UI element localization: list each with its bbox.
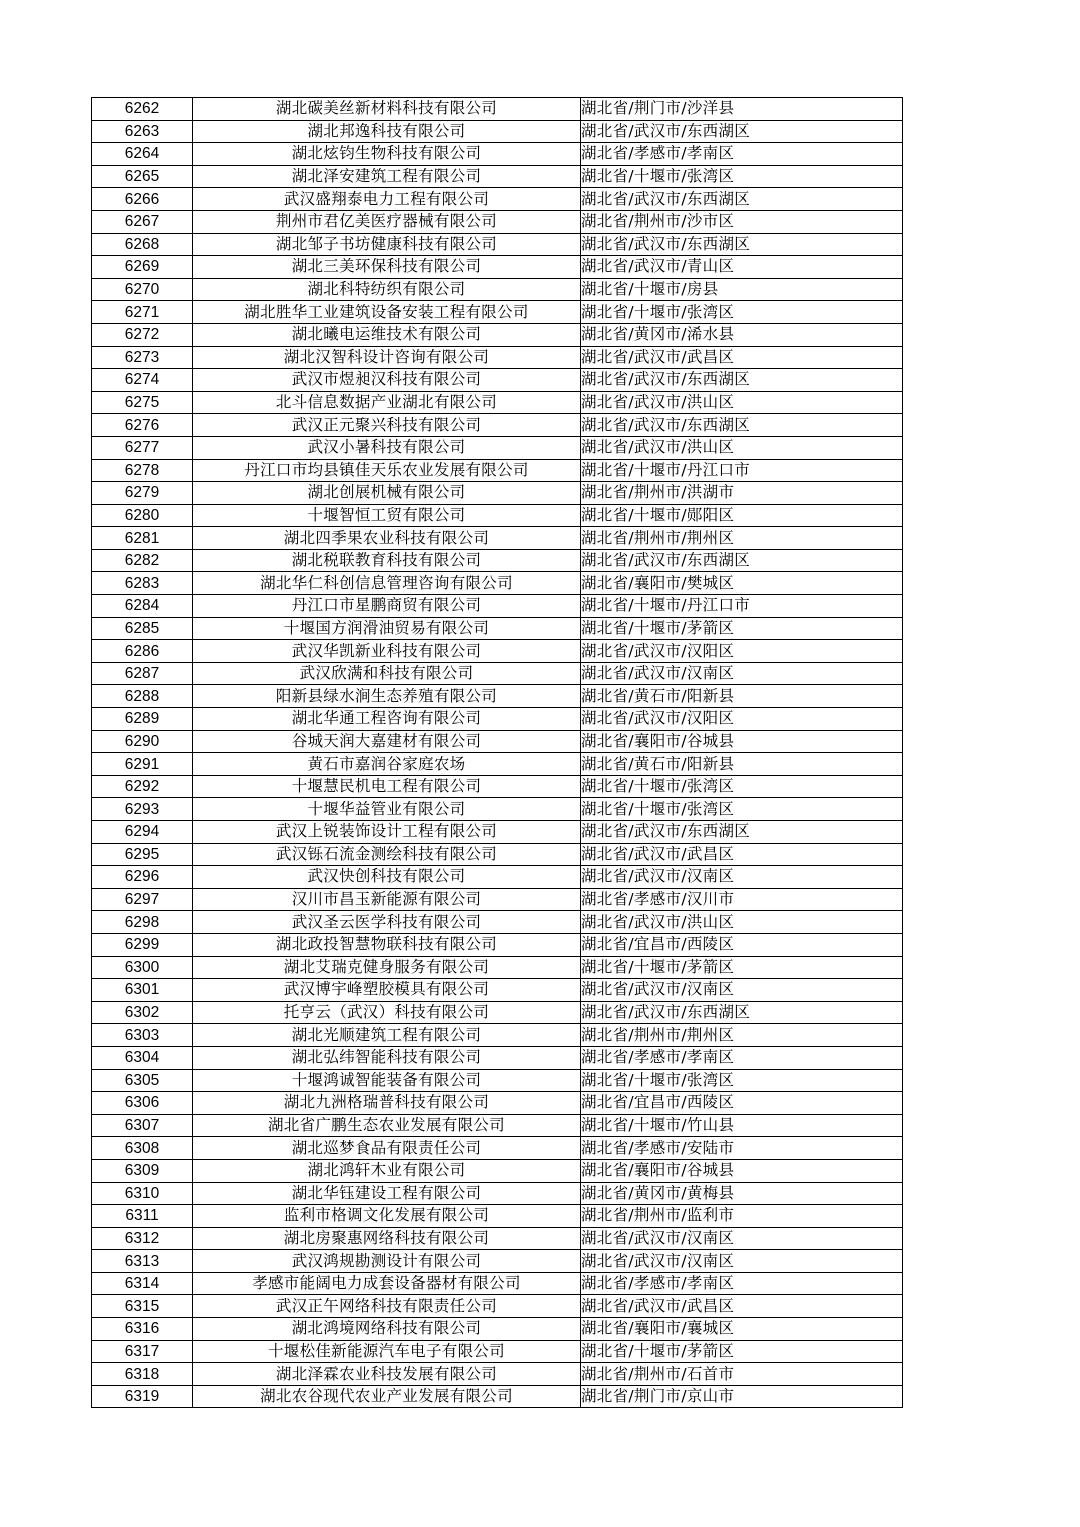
table-row (92, 617, 903, 640)
table-row (92, 1250, 903, 1273)
company-region: 湖北省/十堰市/张湾区 (581, 775, 903, 798)
company-name: 武汉小暑科技有限公司 (193, 436, 581, 459)
table-row (92, 1046, 903, 1069)
table-row (92, 1024, 903, 1047)
table-row (92, 1340, 903, 1363)
company-region: 湖北省/武汉市/洪山区 (581, 911, 903, 934)
row-number: 6272 (92, 323, 193, 346)
row-number: 6305 (92, 1069, 193, 1092)
row-number: 6284 (92, 595, 193, 618)
company-region: 湖北省/武汉市/洪山区 (581, 391, 903, 414)
company-name: 湖北泽安建筑工程有限公司 (193, 165, 581, 188)
table-row (92, 482, 903, 505)
row-number: 6288 (92, 685, 193, 708)
row-number: 6276 (92, 414, 193, 437)
company-name: 孝感市能阔电力成套设备器材有限公司 (193, 1272, 581, 1295)
company-name: 武汉正元聚兴科技有限公司 (193, 414, 581, 437)
table-row (92, 504, 903, 527)
company-region: 湖北省/武汉市/东西湖区 (581, 549, 903, 572)
company-name: 湖北华钰建设工程有限公司 (193, 1182, 581, 1205)
company-name: 武汉快创科技有限公司 (193, 866, 581, 889)
row-number: 6274 (92, 369, 193, 392)
row-number: 6280 (92, 504, 193, 527)
company-name: 武汉鸿规勘测设计有限公司 (193, 1250, 581, 1273)
company-name: 湖北创展机械有限公司 (193, 482, 581, 505)
company-name: 湖北胜华工业建筑设备安装工程有限公司 (193, 301, 581, 324)
table-row (92, 662, 903, 685)
row-number: 6310 (92, 1182, 193, 1205)
company-region: 湖北省/十堰市/房县 (581, 278, 903, 301)
row-number: 6270 (92, 278, 193, 301)
company-region: 湖北省/十堰市/张湾区 (581, 301, 903, 324)
row-number: 6292 (92, 775, 193, 798)
company-name: 武汉欣满和科技有限公司 (193, 662, 581, 685)
company-region: 湖北省/襄阳市/樊城区 (581, 572, 903, 595)
company-name: 湖北华通工程咨询有限公司 (193, 708, 581, 731)
company-name: 湖北科特纺织有限公司 (193, 278, 581, 301)
table-row (92, 188, 903, 211)
company-region: 湖北省/十堰市/丹江口市 (581, 595, 903, 618)
company-region: 湖北省/襄阳市/谷城县 (581, 1159, 903, 1182)
company-name: 武汉博宇峰塑胶模具有限公司 (193, 979, 581, 1002)
company-name: 武汉上锐装饰设计工程有限公司 (193, 821, 581, 844)
company-name: 汉川市昌玉新能源有限公司 (193, 888, 581, 911)
table-row (92, 911, 903, 934)
table-row (92, 1318, 903, 1341)
company-region: 湖北省/襄阳市/谷城县 (581, 730, 903, 753)
company-region: 湖北省/十堰市/张湾区 (581, 798, 903, 821)
company-region: 湖北省/荆州市/石首市 (581, 1363, 903, 1386)
table-row (92, 1182, 903, 1205)
row-number: 6315 (92, 1295, 193, 1318)
table-row (92, 120, 903, 143)
table-row (92, 391, 903, 414)
company-name: 黄石市嘉润谷家庭农场 (193, 753, 581, 776)
company-name: 湖北汉智科设计咨询有限公司 (193, 346, 581, 369)
row-number: 6264 (92, 143, 193, 166)
company-name: 监利市格调文化发展有限公司 (193, 1205, 581, 1228)
row-number: 6268 (92, 233, 193, 256)
company-name: 湖北曦电运维技术有限公司 (193, 323, 581, 346)
row-number: 6279 (92, 482, 193, 505)
company-name: 丹江口市星鹏商贸有限公司 (193, 595, 581, 618)
table-row (92, 278, 903, 301)
company-region: 湖北省/孝感市/孝南区 (581, 143, 903, 166)
table-row (92, 98, 903, 121)
company-region: 湖北省/武汉市/东西湖区 (581, 369, 903, 392)
company-region: 湖北省/武汉市/青山区 (581, 256, 903, 279)
company-name: 湖北碳美丝新材料科技有限公司 (193, 98, 581, 121)
company-region: 湖北省/武汉市/东西湖区 (581, 414, 903, 437)
row-number: 6283 (92, 572, 193, 595)
company-region: 湖北省/荆州市/荆州区 (581, 1024, 903, 1047)
row-number: 6304 (92, 1046, 193, 1069)
company-name: 湖北艾瑞克健身服务有限公司 (193, 956, 581, 979)
table-row (92, 1069, 903, 1092)
table-row (92, 549, 903, 572)
table-row (92, 143, 903, 166)
company-region: 湖北省/十堰市/茅箭区 (581, 956, 903, 979)
company-name: 湖北弘纬智能科技有限公司 (193, 1046, 581, 1069)
company-region: 湖北省/孝感市/汉川市 (581, 888, 903, 911)
company-name: 武汉华凯新业科技有限公司 (193, 640, 581, 663)
company-region: 湖北省/十堰市/郧阳区 (581, 504, 903, 527)
table-row (92, 685, 903, 708)
company-region: 湖北省/荆门市/京山市 (581, 1385, 903, 1408)
table-row (92, 1295, 903, 1318)
company-region: 湖北省/荆州市/洪湖市 (581, 482, 903, 505)
company-name: 武汉市煜昶汉科技有限公司 (193, 369, 581, 392)
company-name: 阳新县绿水涧生态养殖有限公司 (193, 685, 581, 708)
company-region: 湖北省/武汉市/汉阳区 (581, 708, 903, 731)
company-name: 湖北炫钧生物科技有限公司 (193, 143, 581, 166)
company-region: 湖北省/武汉市/武昌区 (581, 1295, 903, 1318)
company-region: 湖北省/十堰市/茅箭区 (581, 617, 903, 640)
row-number: 6278 (92, 459, 193, 482)
company-region: 湖北省/襄阳市/襄城区 (581, 1318, 903, 1341)
table-row (92, 1001, 903, 1024)
company-region: 湖北省/武汉市/东西湖区 (581, 1001, 903, 1024)
row-number: 6282 (92, 549, 193, 572)
table-row (92, 775, 903, 798)
row-number: 6290 (92, 730, 193, 753)
company-name: 湖北鸿境网络科技有限公司 (193, 1318, 581, 1341)
table-row (92, 956, 903, 979)
table-row (92, 301, 903, 324)
row-number: 6275 (92, 391, 193, 414)
table-row (92, 1205, 903, 1228)
company-name: 湖北泽霖农业科技发展有限公司 (193, 1363, 581, 1386)
company-region: 湖北省/荆州市/荆州区 (581, 527, 903, 550)
table-row (92, 730, 903, 753)
table-row (92, 866, 903, 889)
table-body (92, 98, 903, 1408)
row-number: 6267 (92, 210, 193, 233)
company-table (91, 97, 903, 1408)
table-row (92, 843, 903, 866)
company-region: 湖北省/孝感市/孝南区 (581, 1046, 903, 1069)
row-number: 6313 (92, 1250, 193, 1273)
company-name: 十堰慧民机电工程有限公司 (193, 775, 581, 798)
row-number: 6314 (92, 1272, 193, 1295)
table-row (92, 979, 903, 1002)
table-row (92, 346, 903, 369)
company-name: 湖北四季果农业科技有限公司 (193, 527, 581, 550)
table-row (92, 1227, 903, 1250)
row-number: 6307 (92, 1114, 193, 1137)
row-number: 6265 (92, 165, 193, 188)
company-name: 湖北鸿轩木业有限公司 (193, 1159, 581, 1182)
company-region: 湖北省/十堰市/竹山县 (581, 1114, 903, 1137)
row-number: 6293 (92, 798, 193, 821)
company-name: 北斗信息数据产业湖北有限公司 (193, 391, 581, 414)
table-row (92, 1363, 903, 1386)
row-number: 6266 (92, 188, 193, 211)
row-number: 6294 (92, 821, 193, 844)
company-region: 湖北省/武汉市/东西湖区 (581, 188, 903, 211)
row-number: 6319 (92, 1385, 193, 1408)
company-region: 湖北省/十堰市/张湾区 (581, 1069, 903, 1092)
company-region: 湖北省/十堰市/茅箭区 (581, 1340, 903, 1363)
company-name: 湖北省广鹏生态农业发展有限公司 (193, 1114, 581, 1137)
row-number: 6297 (92, 888, 193, 911)
row-number: 6309 (92, 1159, 193, 1182)
company-name: 武汉铄石流金测绘科技有限公司 (193, 843, 581, 866)
company-name: 湖北农谷现代农业产业发展有限公司 (193, 1385, 581, 1408)
table-row (92, 753, 903, 776)
company-region: 湖北省/武汉市/汉南区 (581, 979, 903, 1002)
table-row (92, 572, 903, 595)
row-number: 6302 (92, 1001, 193, 1024)
row-number: 6271 (92, 301, 193, 324)
company-name: 湖北华仁科创信息管理咨询有限公司 (193, 572, 581, 595)
table-row (92, 933, 903, 956)
company-region: 湖北省/黄石市/阳新县 (581, 753, 903, 776)
company-name: 丹江口市均县镇佳天乐农业发展有限公司 (193, 459, 581, 482)
company-name: 十堰鸿诚智能装备有限公司 (193, 1069, 581, 1092)
company-region: 湖北省/十堰市/丹江口市 (581, 459, 903, 482)
row-number: 6285 (92, 617, 193, 640)
row-number: 6306 (92, 1092, 193, 1115)
company-name: 十堰智恒工贸有限公司 (193, 504, 581, 527)
table-row (92, 821, 903, 844)
company-region: 湖北省/黄冈市/黄梅县 (581, 1182, 903, 1205)
row-number: 6269 (92, 256, 193, 279)
row-number: 6263 (92, 120, 193, 143)
row-number: 6299 (92, 933, 193, 956)
row-number: 6318 (92, 1363, 193, 1386)
table-row (92, 640, 903, 663)
row-number: 6273 (92, 346, 193, 369)
company-region: 湖北省/宜昌市/西陵区 (581, 933, 903, 956)
table-row (92, 1385, 903, 1408)
table-row (92, 256, 903, 279)
company-region: 湖北省/武汉市/汉南区 (581, 1250, 903, 1273)
company-name: 谷城天润大嘉建材有限公司 (193, 730, 581, 753)
company-name: 湖北税联教育科技有限公司 (193, 549, 581, 572)
company-name: 湖北光顺建筑工程有限公司 (193, 1024, 581, 1047)
row-number: 6295 (92, 843, 193, 866)
company-name: 荆州市君亿美医疗器械有限公司 (193, 210, 581, 233)
table-row (92, 527, 903, 550)
table-row (92, 708, 903, 731)
table-row (92, 436, 903, 459)
table-row (92, 1114, 903, 1137)
row-number: 6308 (92, 1137, 193, 1160)
company-name: 湖北邦逸科技有限公司 (193, 120, 581, 143)
row-number: 6262 (92, 98, 193, 121)
row-number: 6289 (92, 708, 193, 731)
table-row (92, 1159, 903, 1182)
company-region: 湖北省/武汉市/武昌区 (581, 843, 903, 866)
company-name: 武汉圣云医学科技有限公司 (193, 911, 581, 934)
company-region: 湖北省/武汉市/武昌区 (581, 346, 903, 369)
company-region: 湖北省/武汉市/汉南区 (581, 662, 903, 685)
table-row (92, 459, 903, 482)
row-number: 6287 (92, 662, 193, 685)
row-number: 6303 (92, 1024, 193, 1047)
row-number: 6277 (92, 436, 193, 459)
table-row (92, 1092, 903, 1115)
company-region: 湖北省/荆门市/沙洋县 (581, 98, 903, 121)
company-name: 武汉盛翔泰电力工程有限公司 (193, 188, 581, 211)
table-row (92, 369, 903, 392)
company-region: 湖北省/荆州市/监利市 (581, 1205, 903, 1228)
table-row (92, 233, 903, 256)
company-name: 湖北房聚惠网络科技有限公司 (193, 1227, 581, 1250)
company-region: 湖北省/孝感市/安陆市 (581, 1137, 903, 1160)
table-row (92, 1272, 903, 1295)
row-number: 6286 (92, 640, 193, 663)
company-name: 湖北九洲格瑞普科技有限公司 (193, 1092, 581, 1115)
company-region: 湖北省/荆州市/沙市区 (581, 210, 903, 233)
company-name: 十堰国方润滑油贸易有限公司 (193, 617, 581, 640)
company-name: 湖北巡梦食品有限责任公司 (193, 1137, 581, 1160)
company-name: 湖北三美环保科技有限公司 (193, 256, 581, 279)
company-region: 湖北省/武汉市/洪山区 (581, 436, 903, 459)
table-row (92, 798, 903, 821)
company-region: 湖北省/武汉市/汉南区 (581, 1227, 903, 1250)
row-number: 6300 (92, 956, 193, 979)
company-region: 湖北省/武汉市/汉阳区 (581, 640, 903, 663)
row-number: 6291 (92, 753, 193, 776)
company-region: 湖北省/武汉市/东西湖区 (581, 821, 903, 844)
company-region: 湖北省/武汉市/东西湖区 (581, 120, 903, 143)
row-number: 6317 (92, 1340, 193, 1363)
table-row (92, 210, 903, 233)
row-number: 6301 (92, 979, 193, 1002)
row-number: 6316 (92, 1318, 193, 1341)
table-row (92, 1137, 903, 1160)
company-name: 武汉正午网络科技有限责任公司 (193, 1295, 581, 1318)
company-region: 湖北省/黄石市/阳新县 (581, 685, 903, 708)
row-number: 6296 (92, 866, 193, 889)
row-number: 6298 (92, 911, 193, 934)
row-number: 6312 (92, 1227, 193, 1250)
company-name: 托亨云（武汉）科技有限公司 (193, 1001, 581, 1024)
company-name: 湖北政投智慧物联科技有限公司 (193, 933, 581, 956)
company-region: 湖北省/孝感市/孝南区 (581, 1272, 903, 1295)
company-region: 湖北省/武汉市/汉南区 (581, 866, 903, 889)
row-number: 6311 (92, 1205, 193, 1228)
company-region: 湖北省/武汉市/东西湖区 (581, 233, 903, 256)
company-name: 十堰华益管业有限公司 (193, 798, 581, 821)
company-name: 湖北邹子书坊健康科技有限公司 (193, 233, 581, 256)
table-row (92, 323, 903, 346)
table-row (92, 414, 903, 437)
table-row (92, 595, 903, 618)
company-name: 十堰松佳新能源汽车电子有限公司 (193, 1340, 581, 1363)
company-region: 湖北省/宜昌市/西陵区 (581, 1092, 903, 1115)
table-row (92, 165, 903, 188)
company-region: 湖北省/十堰市/张湾区 (581, 165, 903, 188)
row-number: 6281 (92, 527, 193, 550)
company-region: 湖北省/黄冈市/浠水县 (581, 323, 903, 346)
table-row (92, 888, 903, 911)
